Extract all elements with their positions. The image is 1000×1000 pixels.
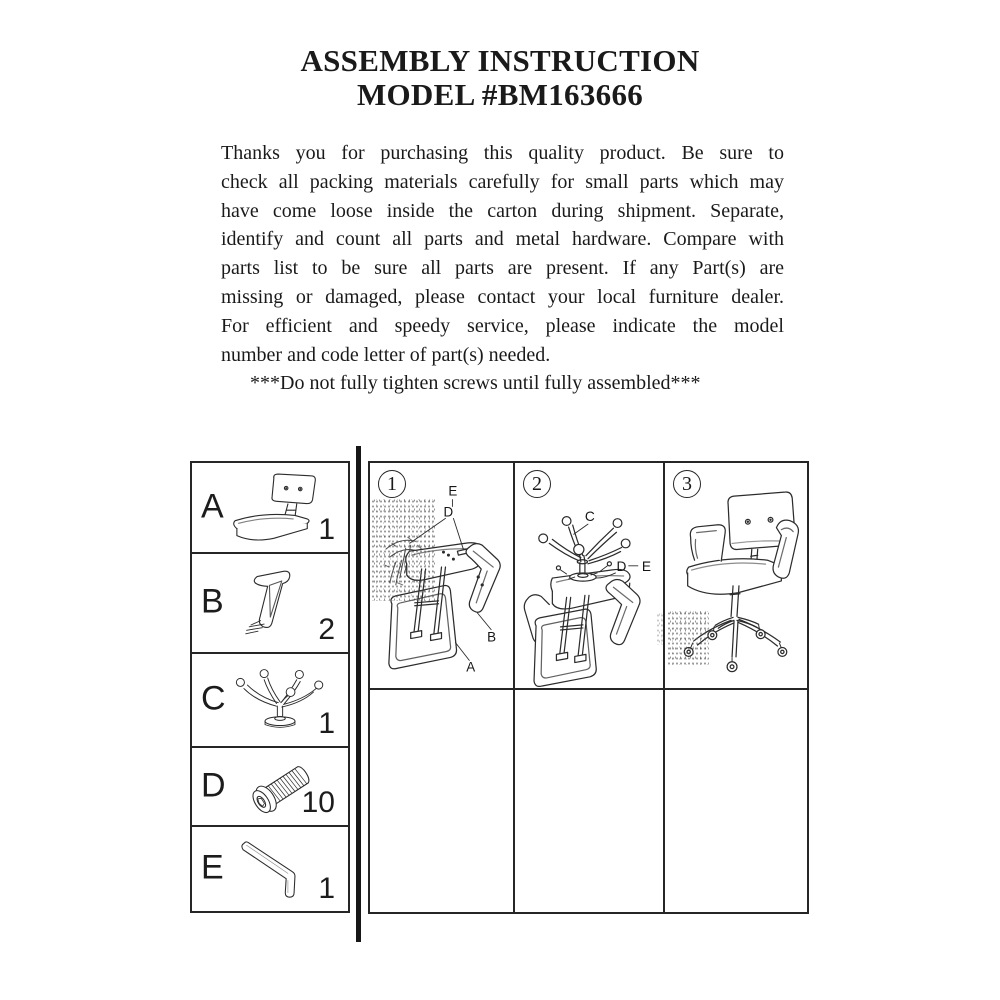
part-row-e — [192, 827, 348, 911]
intro-line: parts list to be sure all parts are present. If any Part(s) are — [221, 257, 784, 280]
callout-e: E — [641, 558, 652, 574]
part-qty: 1 — [318, 513, 335, 546]
part-letter: C — [201, 679, 226, 718]
intro-line: check all packing materials carefully for small parts which may — [221, 170, 784, 193]
part-letter: E — [201, 848, 224, 887]
step-3-panel — [665, 463, 807, 690]
step-2-panel — [515, 463, 665, 690]
part-row-d — [192, 748, 348, 827]
step-4-empty-cell — [370, 690, 515, 912]
intro-line: missing or damaged, please contact your local furniture dealer. — [221, 285, 784, 308]
assembly-steps-grid — [368, 461, 809, 914]
part-qty: 10 — [301, 786, 335, 819]
part-letter: A — [201, 487, 224, 526]
callout-b: B — [487, 629, 497, 645]
intro-line: Thanks you for purchasing this quality product. Be sure to — [221, 142, 784, 164]
section-divider-bar — [356, 446, 361, 942]
part-row-a — [192, 463, 348, 554]
part-qty: 1 — [318, 707, 335, 740]
page-title: ASSEMBLY INSTRUCTION — [300, 43, 700, 78]
model-number: MODEL #BM163666 — [356, 77, 644, 112]
step-6-empty-cell — [665, 690, 807, 912]
callout-d: D — [443, 504, 454, 520]
part-row-c — [192, 654, 348, 748]
part-row-b — [192, 554, 348, 654]
warning-note: ***Do not fully tighten screws until fully assembled*** — [250, 372, 701, 395]
callout-c: C — [584, 509, 595, 525]
part-letter: B — [201, 582, 224, 621]
callout-a: A — [466, 659, 476, 675]
intro-line: number and code letter of part(s) needed. — [221, 343, 551, 366]
step-number-badge: 1 — [378, 470, 406, 498]
title-block — [0, 44, 1000, 112]
intro-line: identify and count all parts and metal hardware. Compare with — [221, 228, 784, 251]
step-number-badge: 3 — [673, 470, 701, 498]
callout-d: D — [616, 558, 627, 574]
step-1-panel — [370, 463, 515, 690]
intro-line: have come loose inside the carton during shipment. Separate, — [221, 199, 784, 222]
intro-line: For efficient and speedy service, please indicate the model — [221, 314, 784, 337]
intro-paragraph — [221, 139, 784, 398]
step-number-badge: 2 — [523, 470, 551, 498]
part-letter: D — [201, 766, 226, 805]
part-qty: 2 — [318, 613, 335, 646]
parts-table — [190, 461, 350, 913]
callout-e: E — [448, 483, 458, 499]
step-5-empty-cell — [515, 690, 665, 912]
part-qty: 1 — [318, 872, 335, 905]
